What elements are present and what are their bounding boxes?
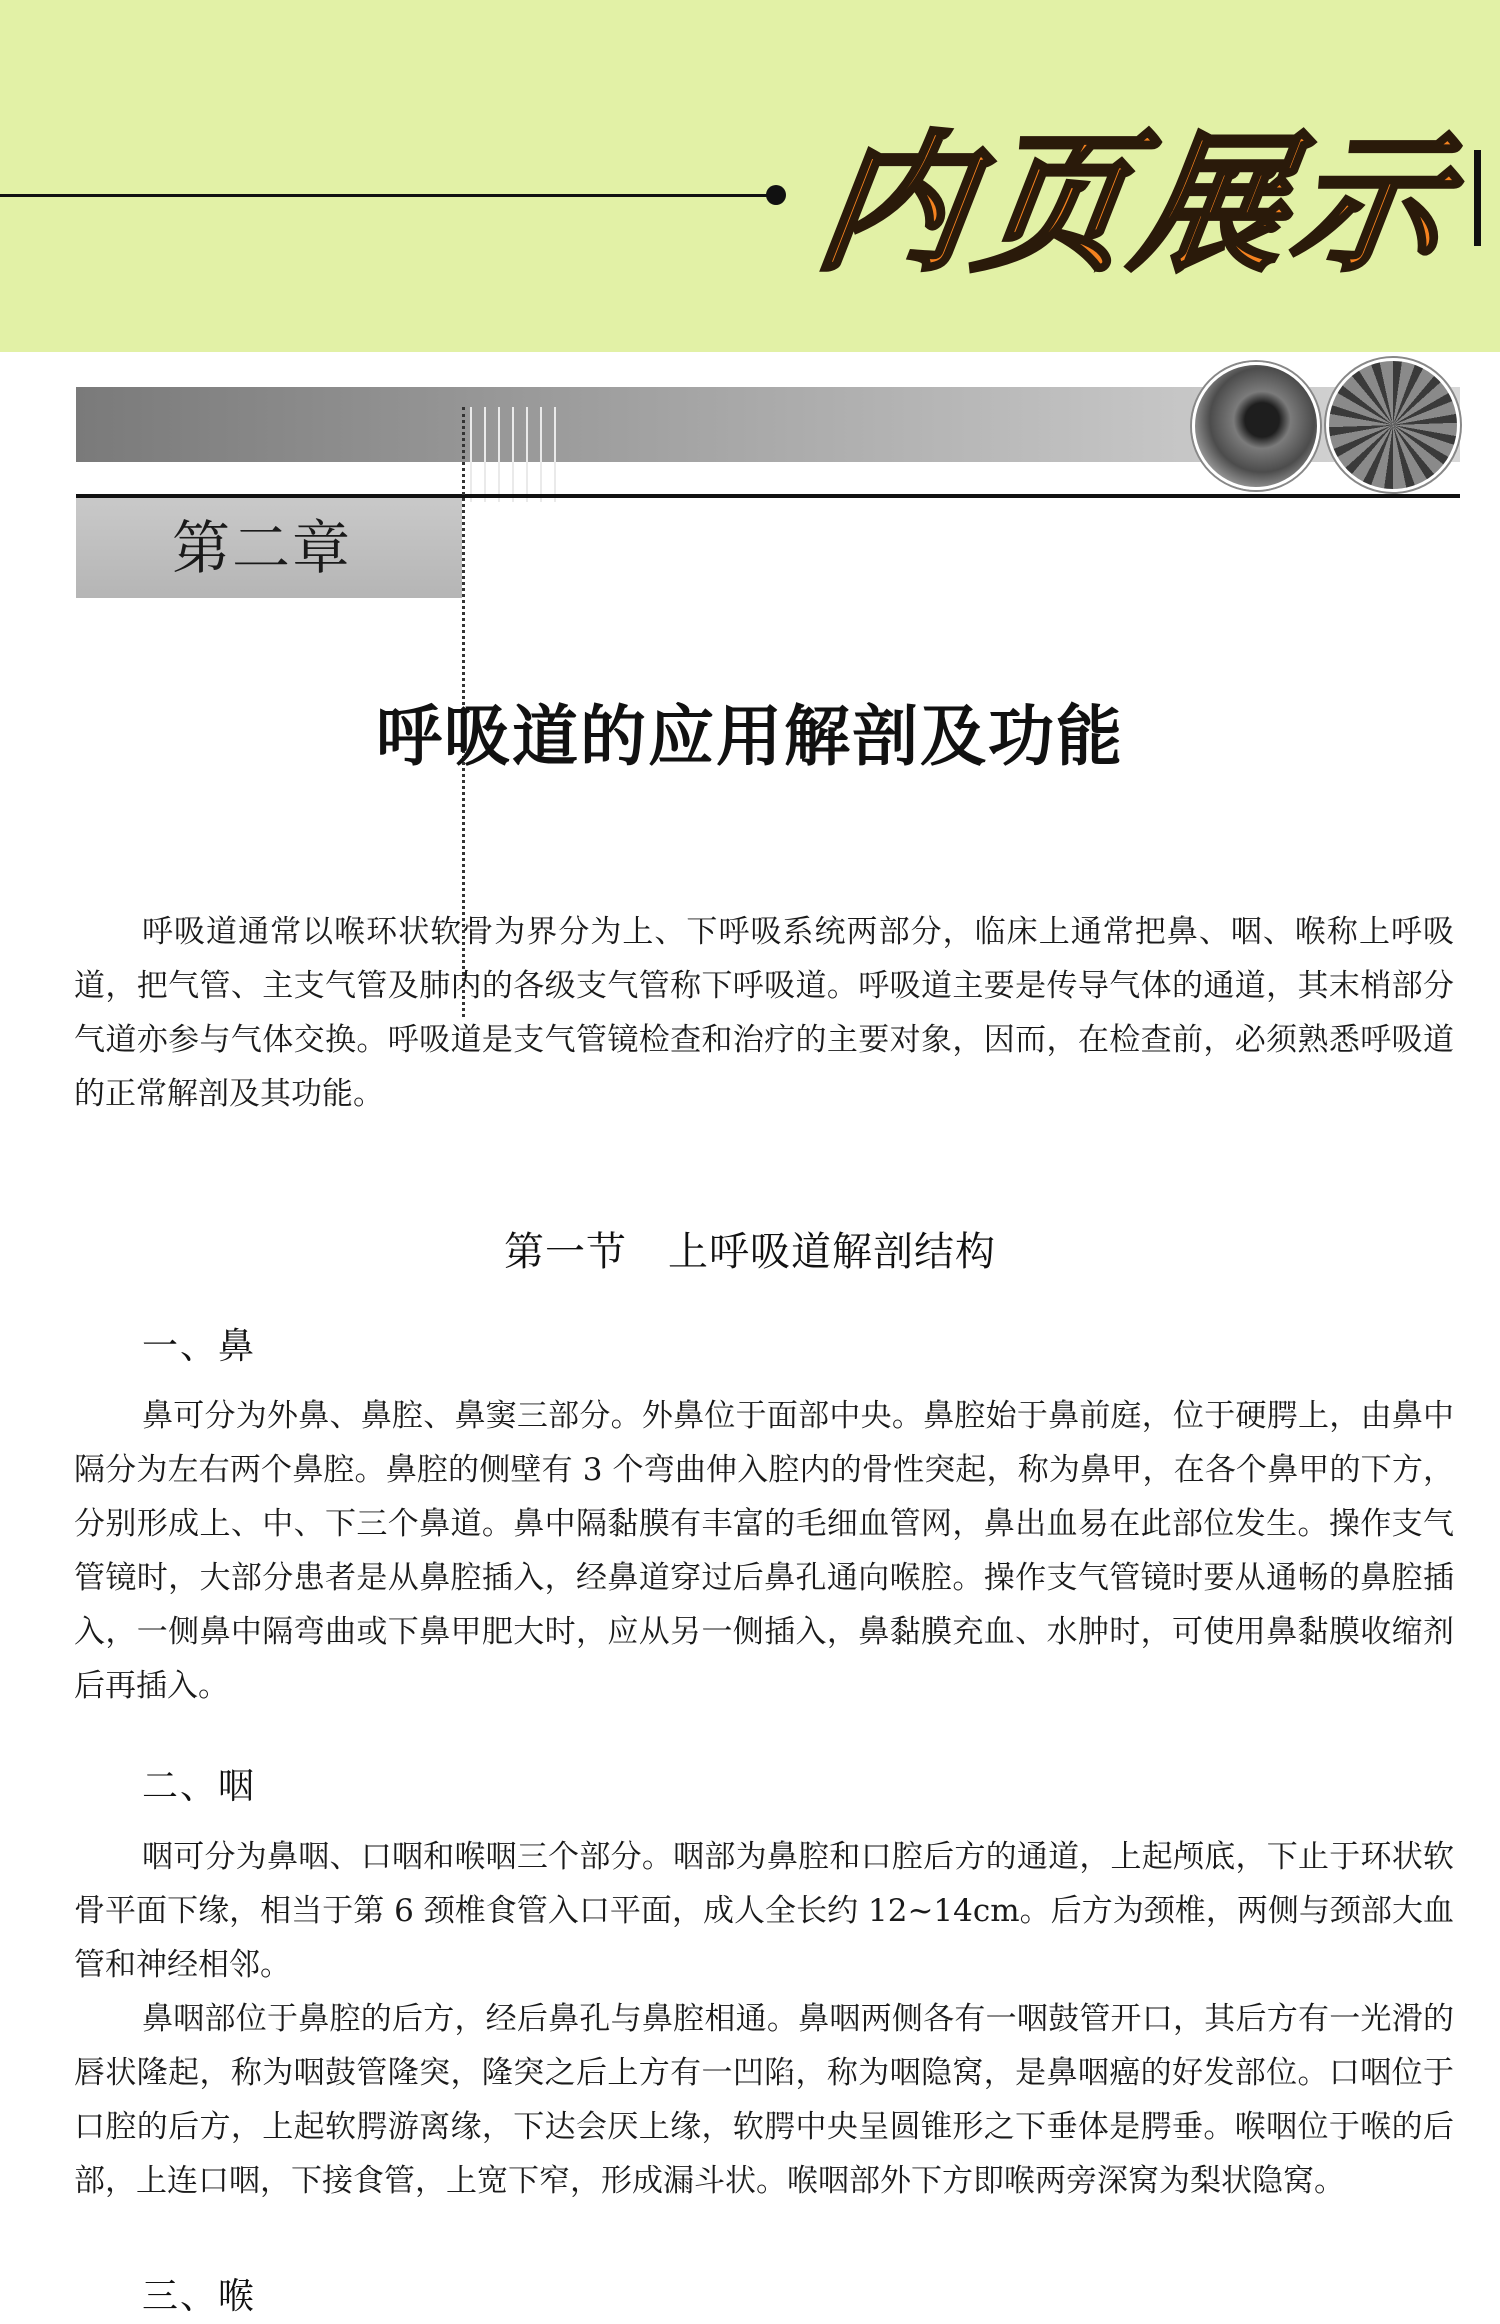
pharynx-paragraph-1: 咽可分为鼻咽、口咽和喉咽三个部分。咽部为鼻腔和口腔后方的通道，上起颅底，下止于环状软骨平面下缘，相当于第 6 颈椎食管入口平面，成人全长约 12~14cm。后方为颈椎，两侧与颈部大血管和神经相邻。 [74, 1839, 1454, 1983]
heading-larynx: 三、喉 [142, 2276, 257, 2317]
intro-paragraph: 呼吸道通常以喉环状软骨为界分为上、下呼吸系统两部分，临床上通常把鼻、咽、喉称上呼吸道，把气管、主支气管及肺内的各级支气管称下呼吸道。呼吸道主要是传导气体的通道，其末梢部分气道亦参与气体交换。呼吸道是支气管镜检查和治疗的主要对象，因而，在检查前，必须熟悉呼吸道的正常解剖及其功能。 [74, 914, 1454, 1112]
pharynx-paragraph-2: 鼻咽部位于鼻腔的后方，经后鼻孔与鼻腔相通。鼻咽两侧各有一咽鼓管开口，其后方有一光滑的唇状隆起，称为咽鼓管隆突，隆突之后上方有一凹陷，称为咽隐窝，是鼻咽癌的好发部位。口咽位于口腔的后方，上起软腭游离缘，下达会厌上缘，软腭中央呈圆锥形之下垂体是腭垂。喉咽位于喉的后部，上连口咽，下接食管，上宽下窄，形成漏斗状。喉咽部外下方即喉两旁深窝为梨状隐窝。 [74, 2001, 1454, 2199]
chapter-label: 第二章 [172, 514, 353, 582]
heading-pharynx: 二、咽 [142, 1766, 257, 1807]
banner-end-bar [1474, 150, 1481, 246]
bronchoscopy-image-2 [1326, 358, 1460, 492]
nose-paragraph: 鼻可分为外鼻、鼻腔、鼻窦三部分。外鼻位于面部中央。鼻腔始于鼻前庭，位于硬腭上，由鼻中隔分为左右两个鼻腔。鼻腔的侧壁有 3 个弯曲伸入腔内的骨性突起，称为鼻甲，在各个鼻甲的下方，分别形成上、中、下三个鼻道。鼻中隔黏膜有丰富的毛细血管网，鼻出血易在此部位发生。操作支气管镜时，大部分患者是从鼻腔插入，经鼻道穿过后鼻孔通向喉腔。操作支气管镜时要从通畅的鼻腔插入，一侧鼻中隔弯曲或下鼻甲肥大时，应从另一侧插入，鼻黏膜充血、水肿时，可使用鼻黏膜收缩剂后再插入。 [74, 1398, 1454, 1704]
promo-banner [0, 0, 1500, 352]
banner-divider-dot [766, 185, 786, 205]
banner-divider-line [0, 194, 770, 197]
heading-nose: 一、鼻 [142, 1326, 257, 1367]
banner-title: 内页展示 [807, 118, 1465, 292]
header-dotted-pattern [458, 407, 556, 502]
section-title: 第一节 上呼吸道解剖结构 [504, 1229, 996, 1275]
bronchoscopy-image-1 [1192, 362, 1320, 490]
chapter-title: 呼吸道的应用解剖及功能 [376, 698, 1124, 775]
book-page [0, 352, 1500, 2322]
